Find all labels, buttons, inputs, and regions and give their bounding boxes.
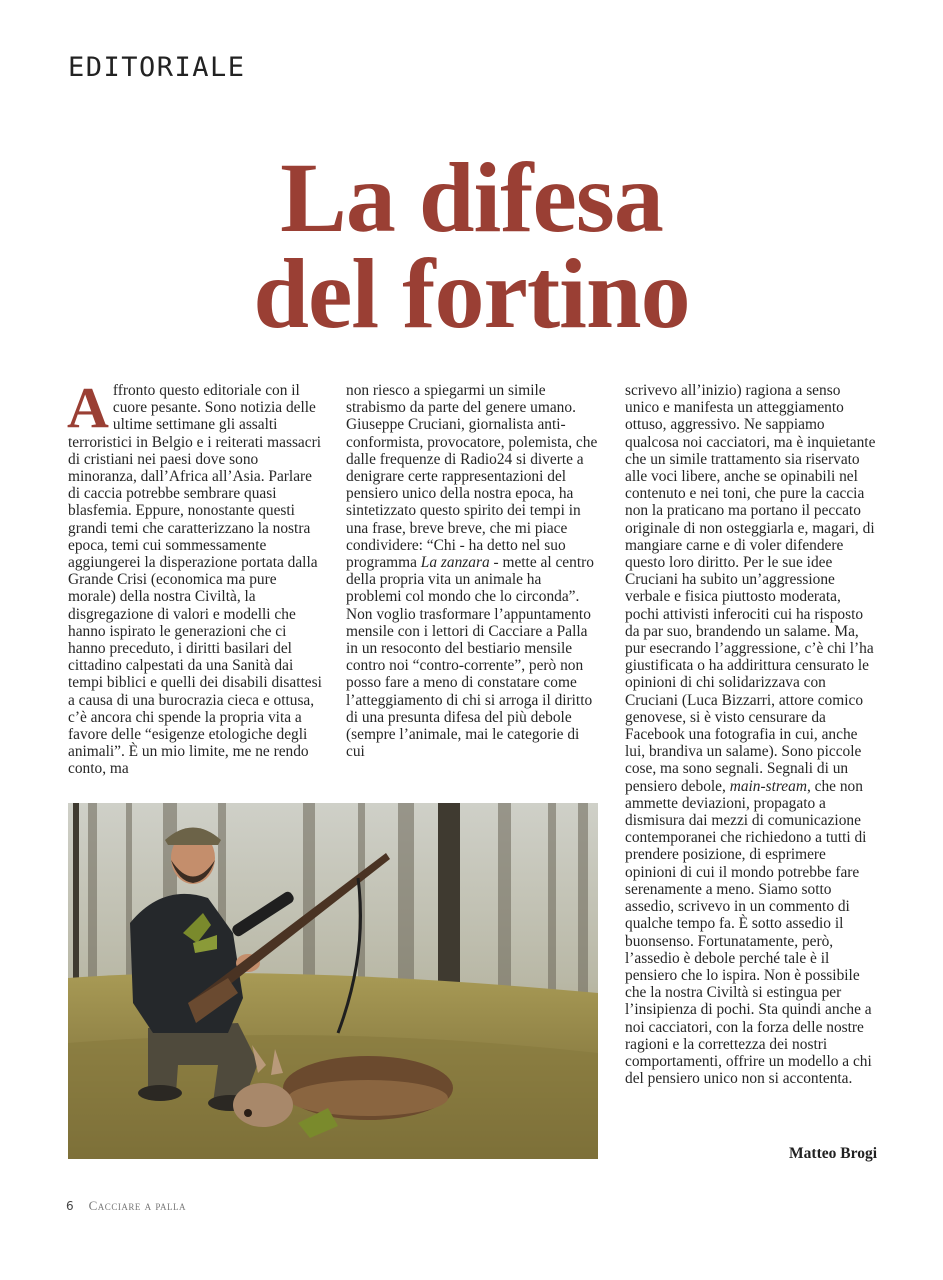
title-line-2: del fortino [253,238,690,349]
text-run: Giuseppe Cruciani, giornalista anti-conformista, provocatore, polemista, che dalle frequenze di Radio24 si diverte a denigrare certe rappresentazioni del pensiero unico della nostra epoca, ha sintetizzato questo spirito dei tempi in una frase, breve breve, che mi piace condividere: “Chi - ha detto nel suo programma [346,416,598,572]
column-1-text: ffronto questo editoriale con il cuore pesante. Sono notizia delle ultime settimane gli assalti terroristici in Belgio e i reiterati massacri di cristiani nei paesi dove sono minoranza, dall’Africa all’Asia. Parlare di caccia potrebbe sembrare quasi blasfemia. Eppure, nonostante questi grandi temi che caratterizzano la nostra epoca, temi cui sommessamente aggiungerei la disperazione portata dalla Grande Crisi (economica ma pure morale) della nostra Civiltà, la disgregazione di valori e modelli che hanno ispirato le generazioni che ci hanno preceduto, i diritti basilari del cittadino calpestati da una Sanità dai tempi biblici e quelli dei disabili disattesi a causa di una burocrazia cieca e ottusa, c’è ancora chi spende la propria vita a favore delle “esigenze etologiche degli animali”. È un mio limite, me ne rendo conto, ma [68,382,322,778]
paragraph: Non voglio trasformare l’appuntamento mensile con i lettori di Cacciare a Palla in un resoconto del bestiario mensile contro noi “contro-corrente”, però non posso fare a meno di constatare come l’atteggiamento di chi si arroga il diritto di una presunta difesa del più debole (sempre l’animale, mai le categorie di cui [346,605,593,761]
page-number: 6 [66,1199,74,1213]
section-label: EDITORIALE [68,52,246,83]
paragraph: non riesco a spiegarmi un simile strabismo da parte del genere umano. [346,382,576,417]
hunter-photo [68,803,598,1159]
text-run: scrivevo all’inizio) ragiona a senso unico e manifesta un atteggiamento ottuso, aggressivo. Ne sappiamo qualcosa noi cacciatori, ma è inquietante che un simile trattamento sia riservato alle voci libere, anche se opinabili nel contenuto e nei toni, che pure la caccia non la praticano ma portano il peccato originale di non osteggiarla e, magari, di mangiare carne e di voler difendere questo loro diritto. Per le sue idee Cruciani ha subito un’aggressione verbale e fisica piuttosto moderata, pochi attivisti inferociti cui ha risposto da par suo, brandendo un salame. Ma, pur esecrando l’aggressione, c’è chi l’ha giustificata o ha addirittura censurato le opinioni di chi solidarizzava con Cruciani (Luca Bizzarri, attore comico genovese, si è visto censurare da Facebook una fotografia in cui, anche lui, brandiva un salame). Sono piccole cose, ma sono segnali. Segnali di un pensiero debole, [625,382,876,795]
paragraph [346,416,598,605]
paragraph [67,375,324,778]
text-run: - mette al centro della propria vita un animale ha problemi col mondo che lo circonda”. [346,554,594,606]
italic-term: main-stream [729,777,807,795]
title-line-1: La difesa [280,142,663,253]
article-column-1 [67,375,324,778]
paragraph [625,382,877,1087]
article-column-2 [346,382,598,760]
page-footer [66,1198,186,1214]
program-title: La zanzara [420,554,490,572]
magazine-name: Cacciare a palla [88,1198,186,1213]
author-signature: Matteo Brogi [789,1145,877,1162]
text-run: , che non ammette deviazioni, propagato a dismisura dai mezzi di comunicazione contemporanei che richiedono a tutti di prendere posizione, di esprimere opinioni di cui il mondo potrebbe fare serenamente a meno. Siamo sotto assedio, scrivevo in un commento di qualche tempo fa. È sotto assedio il buonsenso. Fortunatamente, però, l’assedio è debole perché tale è il pensiero che lo ispira. Non è possibile che la nostra Civiltà si estingua per l’insipienza di pochi. Sta quindi anche a noi cacciatori, con la forza delle nostre ragioni e la correttezza dei nostri comportamenti, offrire un modello a chi del pensiero unico non si accontenta. [625,777,872,1088]
article-title [0,142,943,349]
drop-cap: A [67,375,109,440]
article-column-3 [625,382,877,1087]
